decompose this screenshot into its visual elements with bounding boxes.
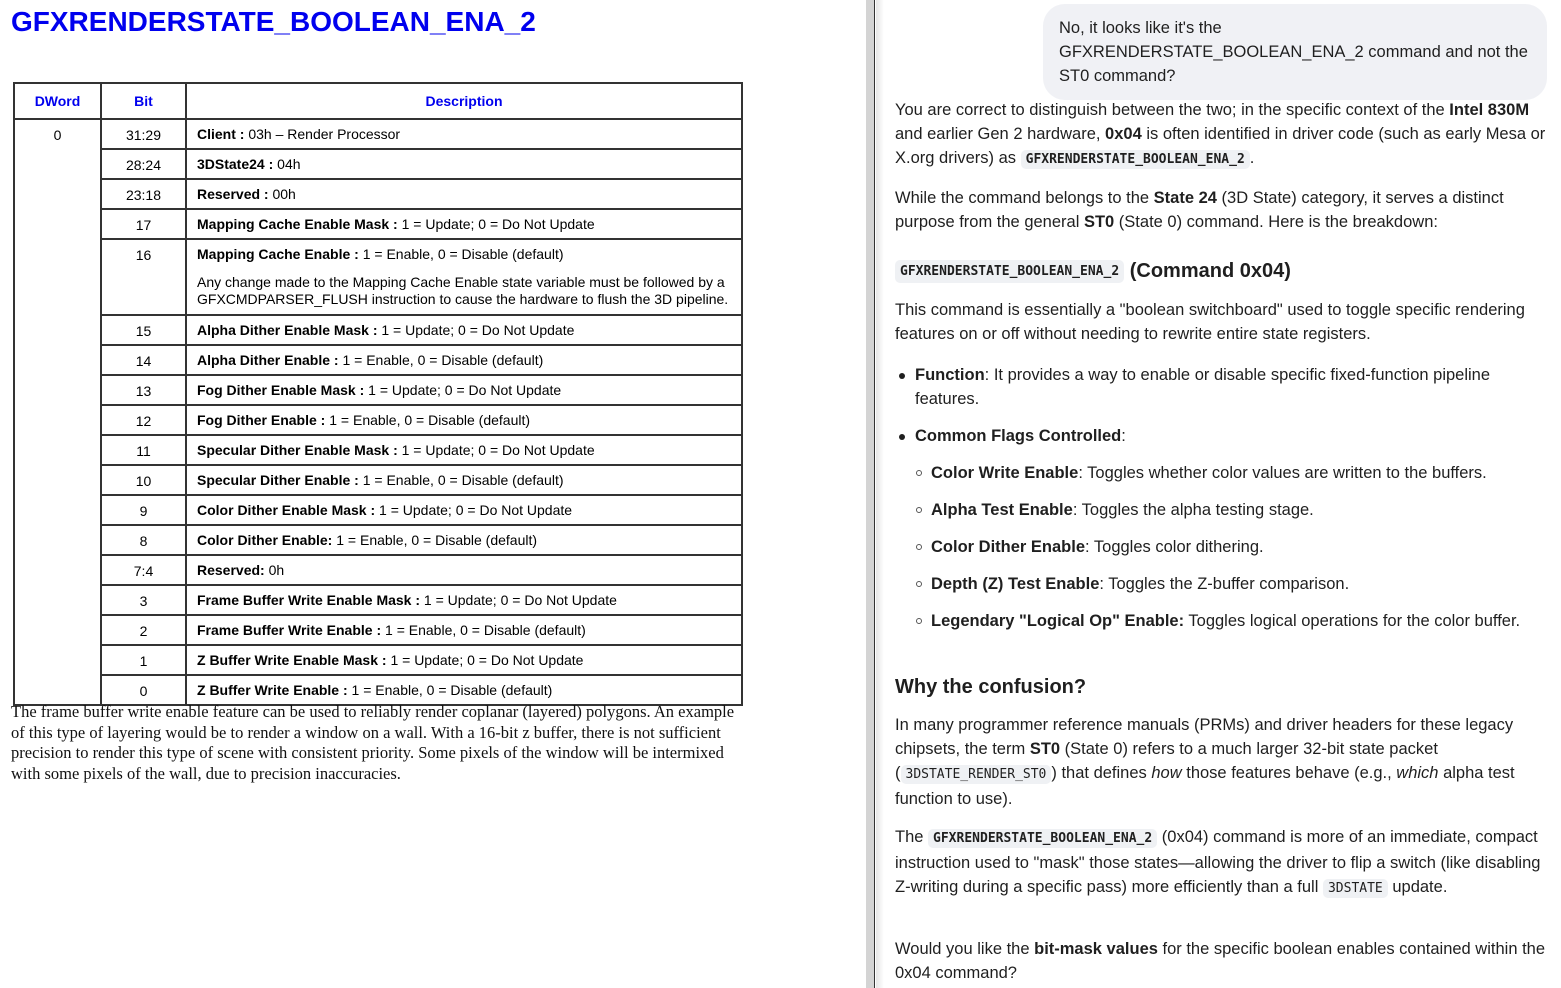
document-note: The frame buffer write enable feature can be used to reliably render coplanar (layered) polygons. An example of this type of layering would be to render a window on a wall. With a 16-bit z buffer, there is not sufficient precision to render this type of scene with consistent priority. Some pixels of the window will be intermixed with some pixels of the wall, due to precision inaccuracies.: [11, 702, 735, 783]
field-line: [197, 653, 731, 668]
description-cell: [186, 555, 742, 585]
response-paragraph-6: [895, 937, 1550, 985]
field-value: 1 = Enable, 0 = Disable (default): [325, 412, 531, 428]
description-cell: [186, 465, 742, 495]
field-name: Color Dither Enable:: [197, 532, 333, 548]
bit-cell: 3: [101, 585, 186, 615]
bit-cell: 16: [101, 239, 186, 315]
field-line: [197, 473, 731, 488]
bullet-list: [895, 363, 1550, 448]
bold-text: State 24: [1153, 189, 1217, 207]
flag-text: : Toggles whether color values are written to the buffers.: [1078, 464, 1487, 482]
field-name: Mapping Cache Enable Mask :: [197, 216, 398, 232]
field-name: Reserved:: [197, 562, 265, 578]
header-description: Description: [186, 83, 742, 119]
table-row: [14, 179, 742, 209]
field-name: Alpha Dither Enable :: [197, 352, 339, 368]
description-cell: [186, 675, 742, 705]
text: You are correct to distinguish between the two; in the specific context of the: [895, 101, 1450, 119]
field-value: 1 = Update; 0 = Do Not Update: [375, 502, 573, 518]
table-row: [14, 345, 742, 375]
list-item: [912, 572, 1552, 609]
response-paragraph-1: [895, 98, 1550, 172]
field-name: Alpha Dither Enable Mask :: [197, 322, 378, 338]
bit-cell: 17: [101, 209, 186, 239]
text: alpha test function to use).: [895, 764, 1515, 808]
field-value: 1 = Enable, 0 = Disable (default): [332, 532, 538, 548]
field-name: Color Dither Enable Mask :: [197, 502, 376, 518]
table-row: [14, 405, 742, 435]
text: The: [895, 828, 929, 846]
bullet-text: :: [1121, 427, 1126, 445]
field-name: Frame Buffer Write Enable Mask :: [197, 592, 421, 608]
table-row: [14, 239, 742, 315]
bullet-text: : It provides a way to enable or disable specific fixed-function pipeline features.: [915, 366, 1491, 408]
field-value: 03h – Render Processor: [244, 126, 401, 142]
italic-text: how: [1151, 764, 1182, 782]
field-name: Specular Dither Enable :: [197, 472, 359, 488]
bullet-label: Common Flags Controlled: [915, 427, 1122, 445]
table-row: [14, 495, 742, 525]
field-line: [197, 353, 731, 368]
field-value: 1 = Update; 0 = Do Not Update: [386, 652, 584, 668]
field-note: Any change made to the Mapping Cache Enable state variable must be followed by a GFXCMDPARSER_FLUSH instruction to cause the hardware to flush the 3D pipeline.: [197, 274, 729, 307]
register-table: [13, 82, 743, 706]
bullet-circle: [916, 544, 922, 550]
list-item: [912, 609, 1552, 646]
table-row: [14, 585, 742, 615]
bit-cell: 9: [101, 495, 186, 525]
field-value: 1 = Enable, 0 = Disable (default): [358, 472, 564, 488]
text: (State 0) command. Here is the breakdown:: [1114, 213, 1438, 231]
bold-text: ST0: [1029, 740, 1061, 758]
field-value: 1 = Enable, 0 = Disable (default): [358, 246, 564, 262]
field-name: Mapping Cache Enable :: [197, 246, 359, 262]
description-cell: [186, 495, 742, 525]
description-cell: [186, 315, 742, 345]
field-line: [197, 127, 731, 142]
description-cell: [186, 585, 742, 615]
table-row: [14, 149, 742, 179]
response-paragraph-3: This command is essentially a "boolean switchboard" used to toggle specific rendering features on or off without needing to rewrite entire state registers.: [895, 301, 1525, 343]
bit-cell: 12: [101, 405, 186, 435]
section-heading-confusion: Why the confusion?: [895, 676, 1087, 698]
field-name: Frame Buffer Write Enable :: [197, 622, 382, 638]
bit-cell: 0: [101, 675, 186, 705]
bit-cell: 15: [101, 315, 186, 345]
text: Would you like the: [895, 940, 1035, 958]
response-paragraph-5: [895, 825, 1550, 901]
table-row: [14, 465, 742, 495]
section-heading-command: [895, 260, 1291, 283]
bullet-circle: [916, 618, 922, 624]
text: .: [1249, 149, 1255, 167]
field-line: [197, 187, 731, 202]
list-item: [912, 535, 1552, 572]
flag-text: : Toggles color dithering.: [1085, 538, 1264, 556]
field-value: 1 = Update; 0 = Do Not Update: [364, 382, 562, 398]
bold-text: Intel 830M: [1449, 101, 1530, 119]
field-name: Client :: [197, 126, 245, 142]
field-name: Reserved :: [197, 186, 269, 202]
description-cell: [186, 209, 742, 239]
text: ) that defines: [1051, 764, 1152, 782]
text: (State 0) refers to a much larger 32-bit state packet (: [895, 740, 1438, 782]
document-title: GFXRENDERSTATE_BOOLEAN_ENA_2: [11, 6, 536, 37]
text: In many programmer reference manuals (PRMs) and driver headers for these legacy chipsets, the term: [895, 716, 1514, 758]
description-cell: [186, 525, 742, 555]
pane-divider-handle[interactable]: [866, 0, 875, 988]
field-value: 1 = Update; 0 = Do Not Update: [397, 442, 595, 458]
bit-cell: 28:24: [101, 149, 186, 179]
table-row: [14, 645, 742, 675]
bit-cell: 2: [101, 615, 186, 645]
bullet-label: Function: [915, 366, 985, 384]
text: While the command belongs to the: [895, 189, 1154, 207]
description-cell: [186, 405, 742, 435]
table-row: [14, 315, 742, 345]
bullet-dot: [899, 434, 905, 440]
bullet-circle: [916, 470, 922, 476]
flag-label: Color Dither Enable: [931, 538, 1086, 556]
text: those features behave (e.g.,: [1181, 764, 1397, 782]
heading-text: (Command 0x04): [1124, 260, 1291, 282]
header-dword: DWord: [14, 83, 101, 119]
field-name: Z Buffer Write Enable :: [197, 682, 348, 698]
flag-label: Color Write Enable: [931, 464, 1079, 482]
bit-cell: 31:29: [101, 119, 186, 149]
response-paragraph-2: [895, 186, 1550, 234]
inline-code: GFXRENDERSTATE_BOOLEAN_ENA_2: [928, 829, 1157, 848]
text: (0x04) command is more of an immediate, compact instruction used to "mask" those states—allowing the driver to flip a switch (like disabling Z-writing during a specific pass) more efficiently than a full: [895, 828, 1541, 896]
text: (3D State) category, it serves a distinct purpose from the general: [895, 189, 1504, 231]
text: is often identified in driver code (such as early Mesa or X.org drivers) as: [895, 125, 1546, 167]
italic-text: which: [1396, 764, 1439, 782]
field-line: [197, 533, 731, 548]
field-line: [197, 247, 731, 262]
dword-cell: 0: [14, 119, 101, 705]
user-message-bubble: [1043, 4, 1547, 100]
bit-cell: 23:18: [101, 179, 186, 209]
inline-code: 3DSTATE_RENDER_ST0: [901, 765, 1052, 784]
bold-text: 0x04: [1105, 125, 1142, 143]
bullet-circle: [916, 507, 922, 513]
flag-text: Toggles logical operations for the color buffer.: [1184, 612, 1521, 630]
list-item: [895, 424, 1550, 448]
field-line: [197, 683, 731, 698]
flag-text: : Toggles the Z-buffer comparison.: [1099, 575, 1350, 593]
field-name: 3DState24 :: [197, 156, 274, 172]
bullet-circle: [916, 581, 922, 587]
text: update.: [1387, 878, 1448, 896]
field-line: [197, 157, 731, 172]
field-value: 1 = Enable, 0 = Disable (default): [338, 352, 544, 368]
field-name: Specular Dither Enable Mask :: [197, 442, 398, 458]
description-cell: [186, 645, 742, 675]
text: for the specific boolean enables contained within the 0x04 command?: [895, 940, 1546, 982]
table-row: [14, 525, 742, 555]
table-row: [14, 675, 742, 705]
field-line: [197, 563, 731, 578]
header-bit: Bit: [101, 83, 186, 119]
bit-cell: 1: [101, 645, 186, 675]
flags-sublist: [912, 461, 1552, 646]
bold-text: ST0: [1083, 213, 1115, 231]
bit-cell: 11: [101, 435, 186, 465]
field-line: [197, 323, 731, 338]
response-paragraph-4: [895, 713, 1550, 811]
heading-code: GFXRENDERSTATE_BOOLEAN_ENA_2: [895, 260, 1124, 283]
chat-pane: [876, 0, 1561, 988]
field-value: 1 = Enable, 0 = Disable (default): [347, 682, 553, 698]
flag-label: Depth (Z) Test Enable: [931, 575, 1100, 593]
bullet-dot: [899, 373, 905, 379]
bit-cell: 14: [101, 345, 186, 375]
field-value: 0h: [264, 562, 285, 578]
description-cell: [186, 119, 742, 149]
field-line: [197, 383, 731, 398]
user-message-text: No, it looks like it's the GFXRENDERSTATE_BOOLEAN_ENA_2 command and not the ST0 command?: [1059, 19, 1528, 85]
description-cell: [186, 345, 742, 375]
bold-text: bit-mask values: [1034, 940, 1158, 958]
table-row: [14, 209, 742, 239]
field-value: 1 = Update; 0 = Do Not Update: [397, 216, 595, 232]
field-name: Z Buffer Write Enable Mask :: [197, 652, 387, 668]
text: and earlier Gen 2 hardware,: [895, 125, 1106, 143]
bit-cell: 7:4: [101, 555, 186, 585]
field-line: [197, 503, 731, 518]
table-row: [14, 615, 742, 645]
field-value: 1 = Update; 0 = Do Not Update: [420, 592, 617, 608]
list-item: [912, 461, 1552, 498]
bit-cell: 13: [101, 375, 186, 405]
table-row: [14, 555, 742, 585]
list-item: [912, 498, 1552, 535]
table-row: [14, 375, 742, 405]
field-line: [197, 623, 731, 638]
table-row: [14, 119, 742, 149]
flag-label: Alpha Test Enable: [931, 501, 1073, 519]
table-row: [14, 435, 742, 465]
flag-label: Legendary "Logical Op" Enable:: [931, 612, 1185, 630]
field-name: Fog Dither Enable :: [197, 412, 326, 428]
field-line: [197, 413, 731, 428]
field-value: 04h: [273, 156, 301, 172]
description-cell: [186, 615, 742, 645]
field-value: 00h: [268, 186, 296, 202]
flag-text: : Toggles the alpha testing stage.: [1072, 501, 1314, 519]
field-line: [197, 593, 731, 608]
description-cell: [186, 239, 742, 315]
field-name: Fog Dither Enable Mask :: [197, 382, 365, 398]
inline-code: 3DSTATE: [1323, 879, 1388, 898]
description-cell: [186, 149, 742, 179]
field-line: [197, 443, 731, 458]
list-item: [895, 363, 1550, 424]
inline-code: GFXRENDERSTATE_BOOLEAN_ENA_2: [1021, 150, 1250, 169]
field-value: 1 = Update; 0 = Do Not Update: [377, 322, 575, 338]
field-line: [197, 217, 731, 232]
table-header-row: [14, 83, 742, 119]
description-cell: [186, 435, 742, 465]
description-cell: [186, 179, 742, 209]
description-cell: [186, 375, 742, 405]
field-value: 1 = Enable, 0 = Disable (default): [381, 622, 586, 638]
bit-cell: 10: [101, 465, 186, 495]
bit-cell: 8: [101, 525, 186, 555]
